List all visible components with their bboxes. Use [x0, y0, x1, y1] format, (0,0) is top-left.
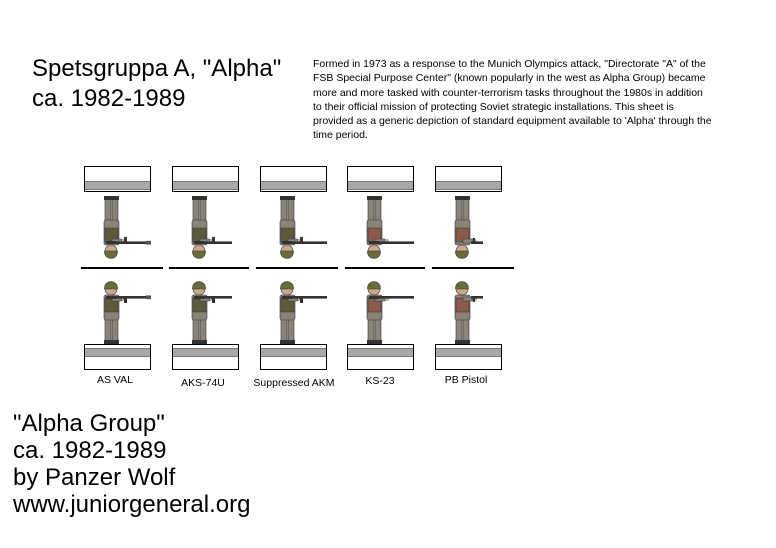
- credits-line-2: ca. 1982-1989: [13, 437, 167, 464]
- soldier-figure-inverted: [172, 186, 239, 260]
- credits: [13, 410, 250, 518]
- soldier-figure: [280, 282, 327, 345]
- figure-base-bottom: [84, 344, 151, 370]
- soldier-figure: [192, 282, 232, 345]
- fold-line: [81, 267, 163, 269]
- title-line-2: ca. 1982-1989: [32, 85, 186, 112]
- soldier-figure-upright: [435, 280, 502, 354]
- sheet-title: [32, 54, 281, 114]
- soldier-figure: [192, 196, 232, 259]
- soldier-figure: [455, 196, 483, 259]
- shotgun-weapon-icon: [369, 241, 414, 244]
- figure-label-aks-74u: AKS-74U: [181, 377, 225, 389]
- soldier-figure-inverted: [347, 186, 414, 260]
- figure-label-ks-23: KS-23: [365, 375, 395, 387]
- credits-line-3: by Panzer Wolf: [13, 464, 176, 491]
- soldier-figure-inverted: [260, 186, 327, 260]
- description-text: Formed in 1973 as a response to the Munich Olympics attack, "Directorate "A" of the FSB Special Purpose Center" (known popularly in the west as Alpha Group) became more and more tasked with counter-terrorism tasks throughout the 1980s in addition to their official mission of protecting Soviet strategic installations. This sheet is provided as a generic depiction of standard equipment available to 'Alpha' through the time period.: [313, 58, 712, 142]
- fold-line: [256, 267, 338, 269]
- figure-base-bottom: [260, 344, 327, 370]
- figure-base-bottom: [347, 344, 414, 370]
- soldier-figure: [455, 282, 483, 345]
- shotgun-weapon-icon: [369, 296, 414, 299]
- soldier-figure-upright: [347, 280, 414, 354]
- fold-line: [169, 267, 249, 269]
- figure-label-suppressed-akm: Suppressed AKM: [253, 377, 335, 389]
- fold-line: [345, 267, 425, 269]
- fold-line: [432, 267, 514, 269]
- soldier-figure-inverted: [435, 186, 502, 260]
- soldier-figure-inverted: [84, 186, 151, 260]
- figure-label-as-val: AS VAL: [97, 374, 133, 386]
- soldier-figure: [280, 196, 327, 259]
- soldier-figure: [367, 282, 414, 345]
- credits-line-4: www.juniorgeneral.org: [13, 491, 251, 518]
- soldier-figure: [367, 196, 414, 259]
- soldier-figure: [104, 196, 151, 259]
- figure-base-bottom: [172, 344, 239, 370]
- soldier-figure-upright: [260, 280, 327, 354]
- figure-label-pb-pistol: PB Pistol: [444, 374, 488, 386]
- soldier-figure: [104, 282, 151, 345]
- figure-base-bottom: [435, 344, 502, 370]
- soldier-figure-upright: [172, 280, 239, 354]
- title-line-1: Spetsgruppa A, "Alpha": [32, 55, 282, 82]
- soldier-figure-upright: [84, 280, 151, 354]
- credits-line-1: "Alpha Group": [13, 410, 165, 437]
